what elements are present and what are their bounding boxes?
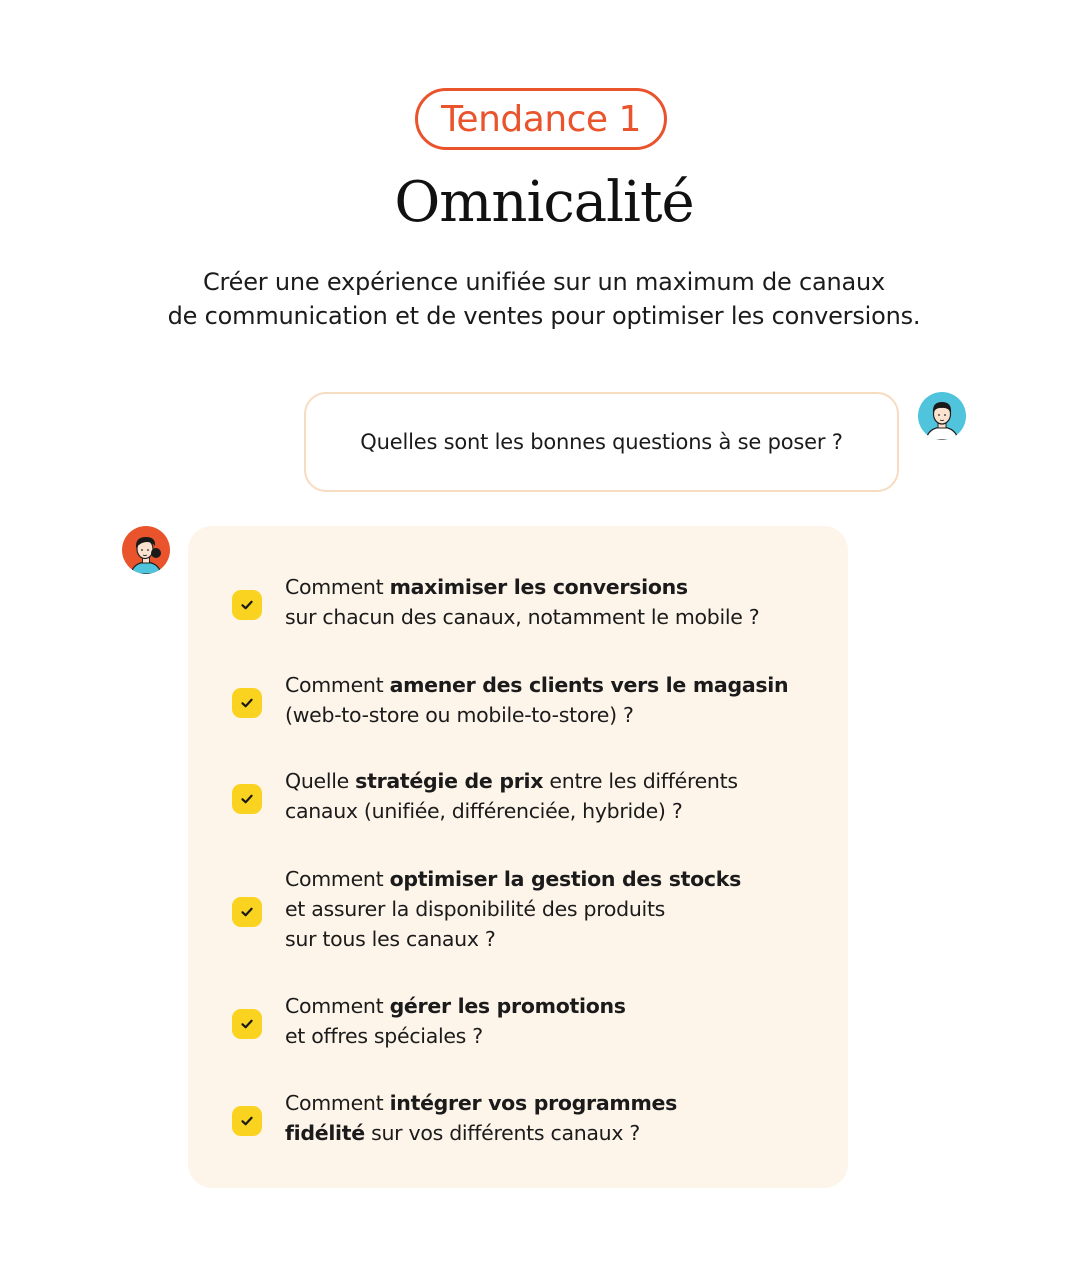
subtitle-line: Créer une expérience unifiée sur un maximum de canaux bbox=[202, 268, 886, 296]
check-icon bbox=[232, 1106, 262, 1136]
line-regular-text: Comment bbox=[285, 994, 390, 1018]
check-icon bbox=[232, 688, 262, 718]
question-item-line bbox=[285, 1088, 825, 1118]
line-regular-text: canaux (unifiée, différenciée, hybride) ? bbox=[285, 799, 683, 823]
line-regular-text: entre les différents bbox=[543, 769, 738, 793]
question-item-text bbox=[285, 1088, 825, 1148]
question-text: Quelles sont les bonnes questions à se poser ? bbox=[360, 430, 843, 454]
question-item-text bbox=[285, 766, 825, 826]
subtitle-line: de communication et de ventes pour optimiser les conversions. bbox=[167, 302, 921, 330]
page-subtitle bbox=[0, 265, 1088, 333]
question-item-text bbox=[285, 991, 825, 1051]
line-bold-text: intégrer vos programmes bbox=[389, 1091, 678, 1115]
check-icon bbox=[232, 590, 262, 620]
question-item-line bbox=[285, 766, 825, 796]
line-bold-text: stratégie de prix bbox=[355, 769, 544, 793]
line-bold-text: maximiser les conversions bbox=[389, 575, 688, 599]
line-regular-text: (web-to-store ou mobile-to-store) ? bbox=[285, 703, 634, 727]
question-bubble bbox=[304, 392, 899, 492]
question-item-line bbox=[285, 670, 825, 700]
woman-avatar-icon bbox=[122, 526, 170, 574]
check-icon bbox=[232, 784, 262, 814]
answer-card bbox=[188, 526, 848, 1188]
line-regular-text: sur vos différents canaux ? bbox=[364, 1121, 640, 1145]
trend-badge: Tendance 1 bbox=[415, 88, 667, 150]
line-regular-text: Quelle bbox=[285, 769, 356, 793]
question-item-line bbox=[285, 924, 825, 954]
line-regular-text: Comment bbox=[285, 1091, 390, 1115]
question-item-text bbox=[285, 864, 825, 954]
line-regular-text: et assurer la disponibilité des produits bbox=[285, 897, 666, 921]
line-regular-text: et offres spéciales ? bbox=[285, 1024, 483, 1048]
question-item-line bbox=[285, 572, 825, 602]
line-regular-text: Comment bbox=[285, 575, 390, 599]
line-bold-text: fidélité bbox=[285, 1121, 365, 1145]
line-regular-text: sur tous les canaux ? bbox=[285, 927, 496, 951]
check-icon bbox=[232, 897, 262, 927]
question-item-text bbox=[285, 572, 825, 632]
man-avatar-icon bbox=[918, 392, 966, 440]
question-item-text bbox=[285, 670, 825, 730]
line-regular-text: sur chacun des canaux, notamment le mobile ? bbox=[285, 605, 760, 629]
question-item-line bbox=[285, 894, 825, 924]
question-item-line bbox=[285, 602, 825, 632]
question-item-line bbox=[285, 700, 825, 730]
line-bold-text: gérer les promotions bbox=[389, 994, 626, 1018]
question-item-line bbox=[285, 796, 825, 826]
question-item-line bbox=[285, 1118, 825, 1148]
question-item-line bbox=[285, 1021, 825, 1051]
page-title: Omnicalité bbox=[394, 170, 694, 235]
line-regular-text: Comment bbox=[285, 867, 390, 891]
line-regular-text: Comment bbox=[285, 673, 390, 697]
line-bold-text: optimiser la gestion des stocks bbox=[389, 867, 741, 891]
line-bold-text: amener des clients vers le magasin bbox=[389, 673, 789, 697]
check-icon bbox=[232, 1009, 262, 1039]
question-item-line bbox=[285, 991, 825, 1021]
question-item-line bbox=[285, 864, 825, 894]
